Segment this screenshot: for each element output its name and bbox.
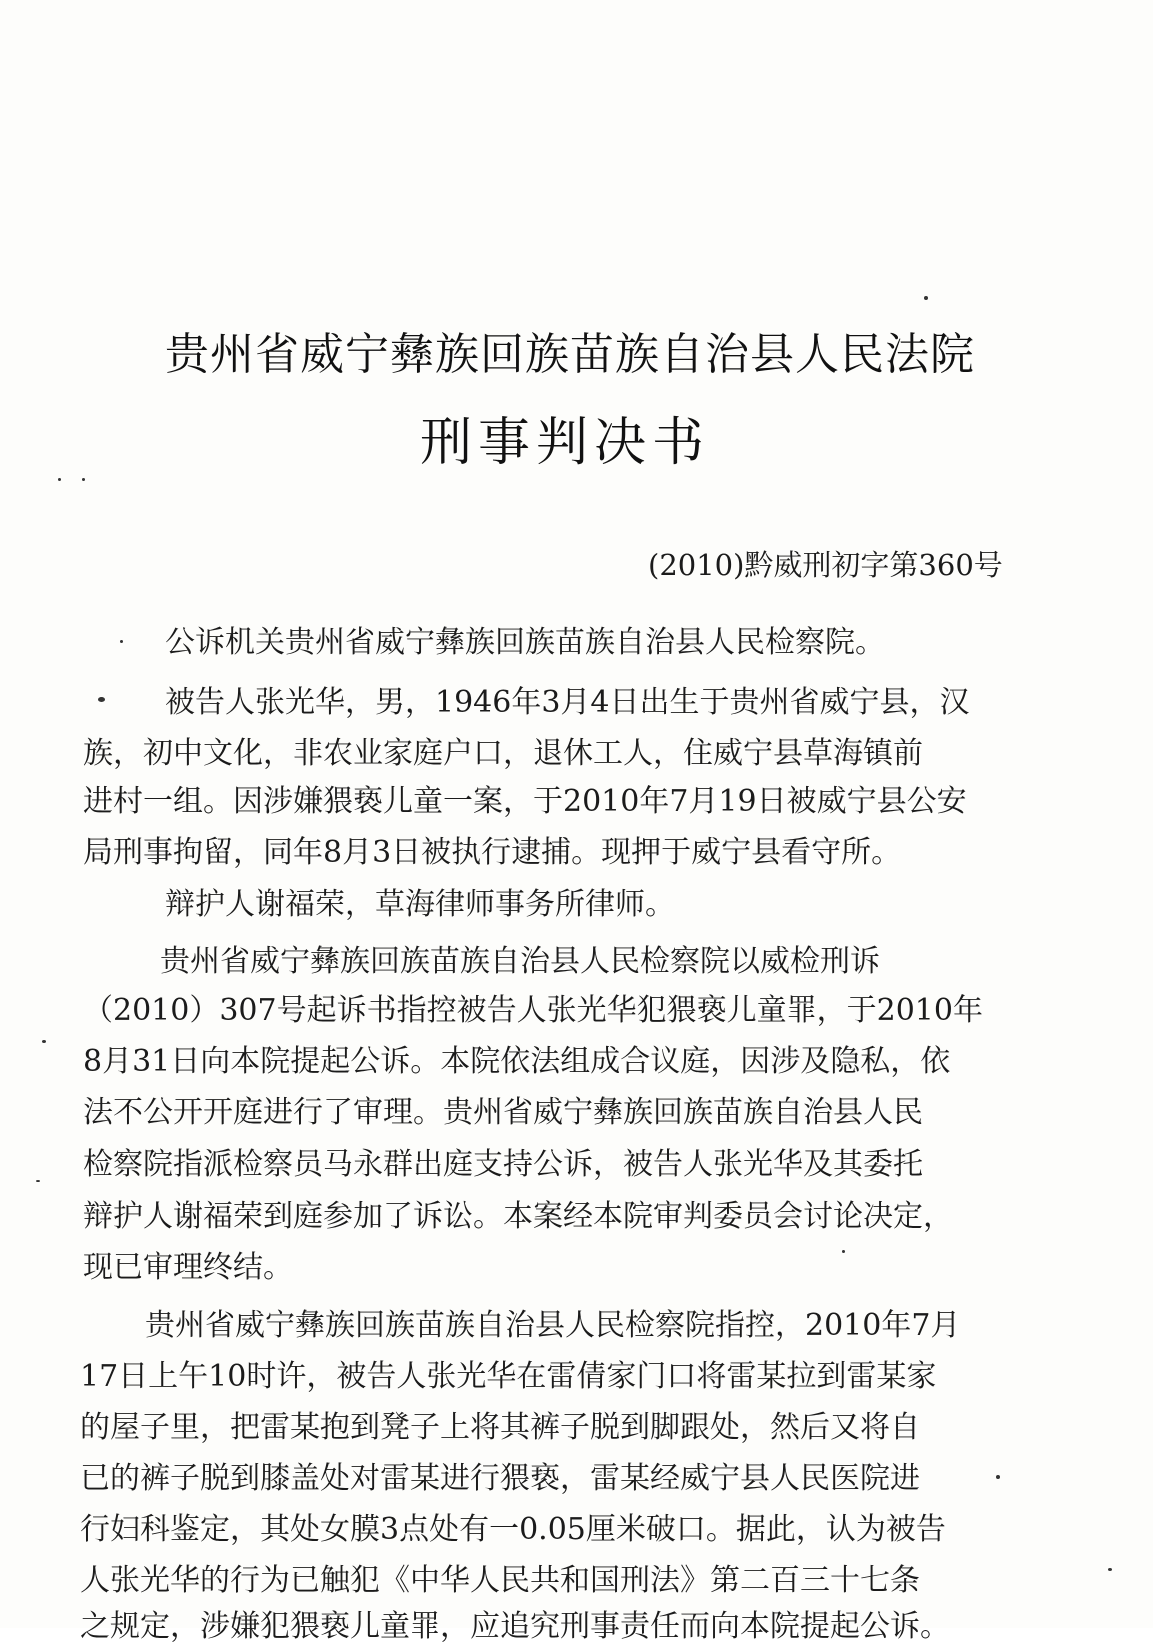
body-line: 辩护人谢福荣到庭参加了诉讼。本案经本院审判委员会讨论决定， [83, 1199, 953, 1234]
scan-speck [842, 1250, 845, 1253]
body-line: 贵州省威宁彝族回族苗族自治县人民检察院指控，2010年7月 [145, 1308, 961, 1343]
body-line: 人张光华的行为已触犯《中华人民共和国刑法》第二百三十七条 [80, 1563, 920, 1598]
body-line: 被告人张光华，男，1946年3月4日出生于贵州省威宁县，汉 [165, 685, 970, 720]
scan-speck [98, 697, 105, 702]
scan-speck [996, 1475, 1000, 1479]
body-line: 公诉机关贵州省威宁彝族回族苗族自治县人民检察院。 [165, 625, 885, 660]
court-name-heading: 贵州省威宁彝族回族苗族自治县人民法院 [165, 329, 975, 380]
body-line: 的屋子里，把雷某抱到凳子上将其裤子脱到脚跟处，然后又将自 [80, 1410, 920, 1445]
body-line: （2010）307号起诉书指控被告人张光华犯猥亵儿童罪，于2010年 [83, 993, 983, 1028]
body-line: 已的裤子脱到膝盖处对雷某进行猥亵，雷某经威宁县人民医院进 [80, 1461, 920, 1496]
body-line: 进村一组。因涉嫌猥亵儿童一案，于2010年7月19日被威宁县公安 [83, 784, 967, 819]
body-line: 现已审理终结。 [83, 1250, 293, 1285]
body-line: 法不公开开庭进行了审理。贵州省威宁彝族回族苗族自治县人民 [83, 1095, 923, 1130]
body-line: 之规定，涉嫌犯猥亵儿童罪，应追究刑事责任而向本院提起公诉。 [80, 1609, 950, 1644]
scan-speck [1108, 1568, 1112, 1571]
scan-speck [36, 1180, 40, 1182]
scan-speck [120, 640, 123, 643]
body-line: 贵州省威宁彝族回族苗族自治县人民检察院以威检刑诉 [160, 944, 880, 979]
scan-speck [42, 1040, 46, 1043]
case-number: (2010)黔威刑初字第360号 [648, 548, 1003, 582]
body-line: 族，初中文化，非农业家庭户口，退休工人，住威宁县草海镇前 [83, 736, 923, 771]
body-line: 局刑事拘留，同年8月3日被执行逮捕。现押于威宁县看守所。 [83, 835, 902, 870]
body-line: 17日上午10时许，被告人张光华在雷倩家门口将雷某拉到雷某家 [80, 1359, 937, 1394]
scan-speck [82, 478, 85, 481]
body-line: 8月31日向本院提起公诉。本院依法组成合议庭，因涉及隐私，依 [83, 1044, 951, 1079]
scan-speck [58, 478, 61, 481]
body-line: 辩护人谢福荣，草海律师事务所律师。 [165, 887, 675, 922]
scan-speck [924, 296, 928, 300]
document-type-heading: 刑事判决书 [420, 413, 711, 473]
body-line: 检察院指派检察员马永群出庭支持公诉，被告人张光华及其委托 [83, 1147, 923, 1182]
body-line: 行妇科鉴定，其处女膜3点处有一0.05厘米破口。据此，认为被告 [80, 1512, 946, 1547]
